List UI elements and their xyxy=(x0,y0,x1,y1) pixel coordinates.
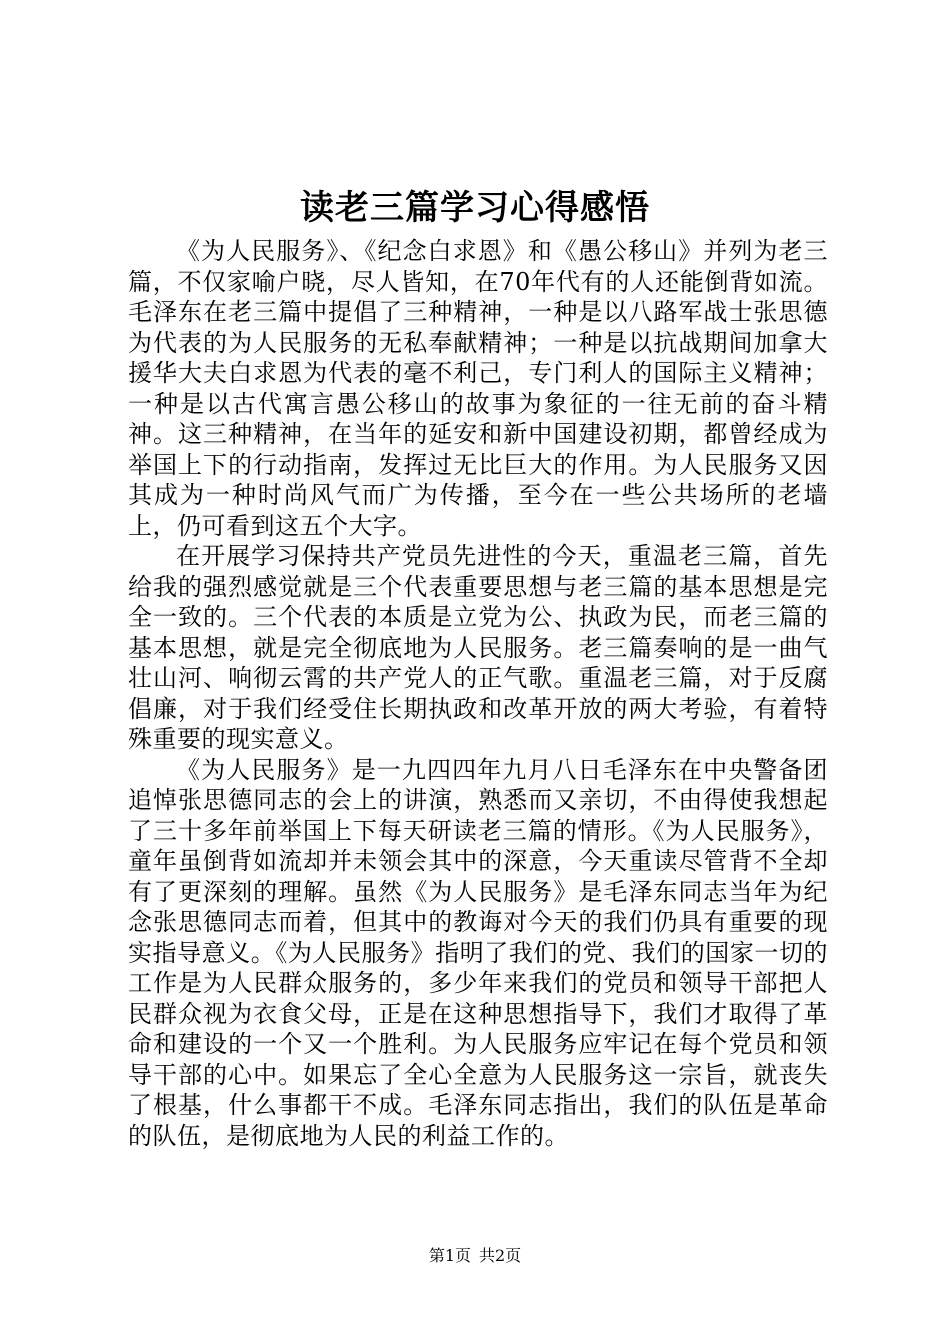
page-footer xyxy=(0,1245,950,1267)
paragraph-1: 《为人民服务》、《纪念白求恩》和《愚公移山》并列为老三篇，不仅家喻户晓，尽人皆知，在70年代有的人还能倒背如流。毛泽东在老三篇中提倡了三种精神，一种是以八路军战士张思德为代表的为人民服务的无私奉献精神；一种是以抗战期间加拿大援华大夫白求恩为代表的毫不利己，专门利人的国际主义精神；一种是以古代寓言愚公移山的故事为象征的一往无前的奋斗精神。这三种精神，在当年的延安和新中国建设初期，都曾经成为举国上下的行动指南，发挥过无比巨大的作用。为人民服务又因其成为一种时尚风气而广为传播，至今在一些公共场所的老墙上，仍可看到这五个大字。 xyxy=(128,237,828,540)
page-number-total: 共2页 xyxy=(479,1246,522,1265)
paragraph-3: 《为人民服务》是一九四四年九月八日毛泽东在中央警备团追悼张思德同志的会上的讲演，熟悉而又亲切，不由得使我想起了三十多年前举国上下每天研读老三篇的情形。《为人民服务》，童年虽倒背如流却并未领会其中的深意，今天重读尽管背不全却有了更深刻的理解。虽然《为人民服务》是毛泽东同志当年为纪念张思德同志而着，但其中的教诲对今天的我们仍具有重要的现实指导意义。《为人民服务》指明了我们的党、我们的国家一切的工作是为人民群众服务的，多少年来我们的党员和领导干部把人民群众视为衣食父母，正是在这种思想指导下，我们才取得了革命和建设的一个又一个胜利。为人民服务应牢记在每个党员和领导干部的心中。如果忘了全心全意为人民服务这一宗旨，就丧失了根基，什么事都干不成。毛泽东同志指出，我们的队伍是革命的队伍，是彻底地为人民的利益工作的。 xyxy=(128,755,828,1150)
document-title: 读老三篇学习心得感悟 xyxy=(300,188,650,228)
page-number-current: 第1页 xyxy=(428,1246,471,1265)
document-body xyxy=(128,236,828,1151)
paragraph-2: 在开展学习保持共产党员先进性的今天，重温老三篇，首先给我的强烈感觉就是三个代表重要思想与老三篇的基本思想是完全一致的。三个代表的本质是立党为公、执政为民，而老三篇的基本思想，就是完全彻底地为人民服务。老三篇奏响的是一曲气壮山河、响彻云霄的共产党人的正气歌。重温老三篇，对于反腐倡廉，对于我们经受住长期执政和改革开放的两大考验，有着特殊重要的现实意义。 xyxy=(128,542,828,753)
